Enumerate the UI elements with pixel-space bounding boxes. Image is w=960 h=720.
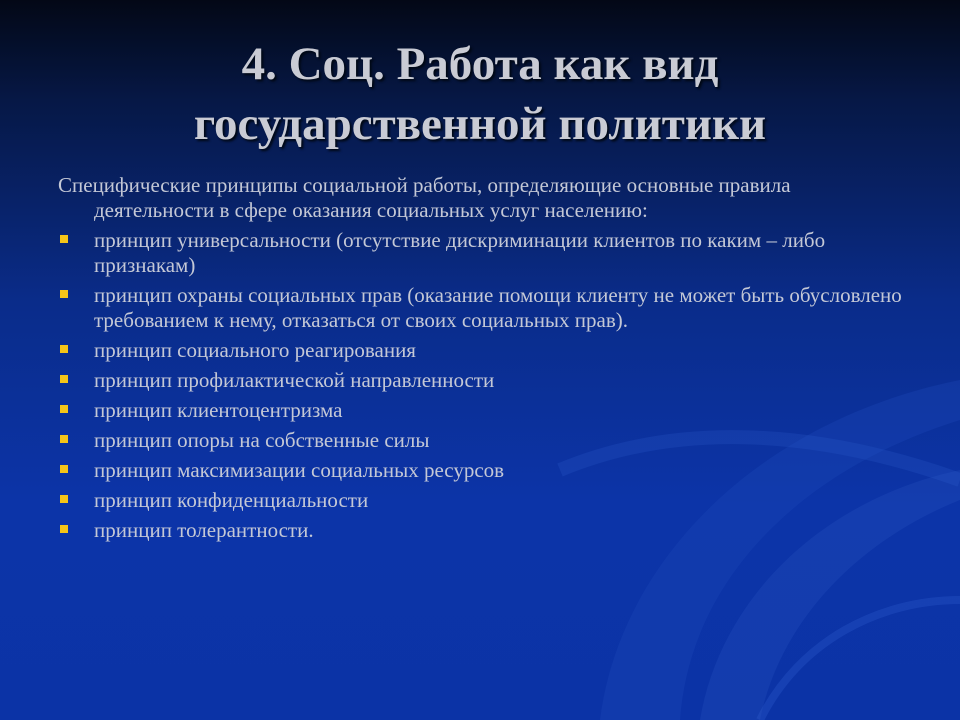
bullet-square-icon [60,405,68,413]
bullet-square-icon [60,495,68,503]
list-item [58,518,908,543]
list-item-text: принцип толерантности. [94,518,314,542]
list-item-text: принцип конфиденциальности [94,488,369,512]
list-item [58,488,908,513]
title-line-1: 4. Соц. Работа как вид [241,38,719,90]
list-item-text: принцип профилактической направленности [94,368,495,392]
list-item [58,458,908,483]
list-item-text: принцип опоры на собственные силы [94,428,430,452]
list-item [58,338,908,363]
list-item-text: принцип охраны социальных прав (оказание помощи клиенту не может быть обусловлено требованием к нему, отказаться от своих социальных прав). [94,283,902,332]
bullet-square-icon [60,290,68,298]
list-item [58,398,908,423]
bullet-square-icon [60,525,68,533]
intro-text: Специфические принципы социальной работы, определяющие основные правила деятельности в сфере оказания социальных услуг населению: [58,173,791,222]
bullet-square-icon [60,375,68,383]
list-item-text: принцип клиентоцентризма [94,398,343,422]
bullet-square-icon [60,345,68,353]
title-line-2: государственной политики [193,98,767,150]
list-item [58,228,908,278]
list-item-text: принцип социального реагирования [94,338,416,362]
bullet-square-icon [60,465,68,473]
slide-title [0,34,960,154]
list-item [58,428,908,453]
list-item-text: принцип универсальности (отсутствие дискриминации клиентов по каким – либо признакам) [94,228,826,277]
principles-list [58,228,908,543]
bullet-square-icon [60,235,68,243]
slide-content [58,173,908,548]
list-item [58,283,908,333]
bullet-square-icon [60,435,68,443]
list-item [58,368,908,393]
list-item-text: принцип максимизации социальных ресурсов [94,458,505,482]
